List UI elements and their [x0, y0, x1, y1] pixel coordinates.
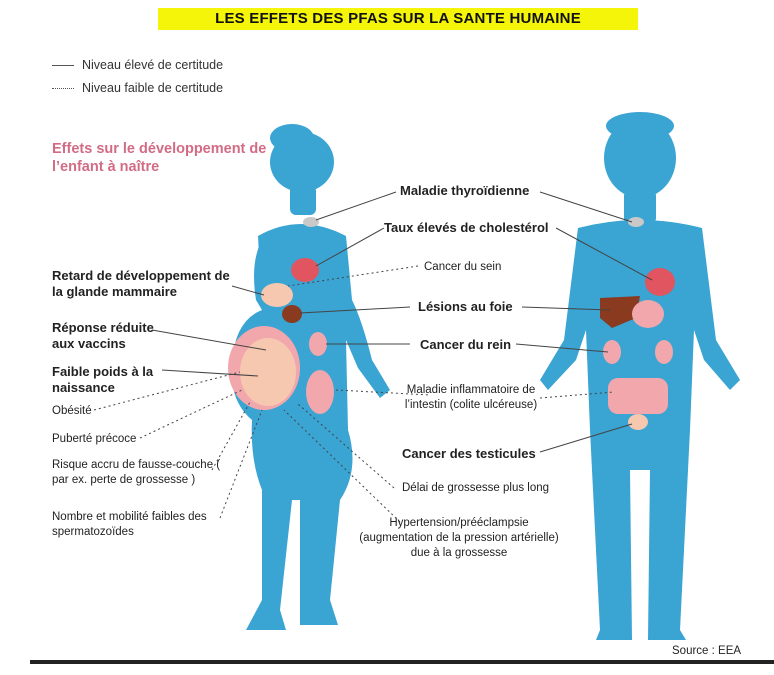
legend-low-label: Niveau faible de certitude — [82, 81, 224, 95]
male-heart-icon — [645, 268, 675, 296]
label-puberty: Puberté précoce — [52, 433, 137, 445]
label-liver: Lésions au foie — [418, 299, 513, 314]
legend-high-label: Niveau élevé de certitude — [82, 58, 224, 72]
label-sperm: Nombre et mobilité faibles des spermatozoïdes — [52, 511, 207, 538]
page-title: LES EFFETS DES PFAS SUR LA SANTE HUMAINE — [158, 8, 638, 30]
label-thyroid: Maladie thyroïdienne — [400, 183, 530, 198]
label-breast-cancer: Cancer du sein — [424, 261, 502, 273]
source-credit: Source : EEA — [672, 645, 742, 657]
male-kidney-right-icon — [655, 340, 673, 364]
male-bowel-icon — [608, 378, 668, 414]
label-kidney-cancer: Cancer du rein — [420, 337, 512, 352]
label-mammary: Retard de développement de la glande mammaire — [52, 268, 230, 299]
section-title: Effets sur le développement de l’enfant à naître — [52, 141, 267, 175]
label-bowel: Maladie inflammatoire de l’intestin (colite ulcéreuse) — [404, 384, 538, 411]
label-birth-weight: Faible poids à la naissance — [52, 364, 154, 395]
female-breast-icon — [261, 283, 293, 307]
female-heart-icon — [291, 258, 319, 282]
testicles-icon — [628, 414, 648, 430]
female-bowel-icon — [306, 370, 334, 414]
label-vaccines: Réponse réduite aux vaccins — [52, 320, 154, 351]
label-pregnancy-delay: Délai de grossesse plus long — [402, 482, 550, 494]
label-testicular: Cancer des testicules — [402, 446, 536, 461]
label-hypertension: Hypertension/prééclampsie (augmentation de la pression artérielle) due à la grossesse — [359, 517, 559, 559]
male-silhouette — [540, 112, 740, 640]
label-miscarriage: Risque accru de fausse-couche ( par ex. perte de grossesse ) — [52, 459, 221, 486]
female-thyroid-icon — [303, 217, 319, 227]
label-obesity: Obésité — [52, 405, 92, 417]
label-cholesterol: Taux élevés de cholestérol — [384, 220, 549, 235]
fetus-icon — [240, 338, 296, 406]
female-kidney-icon — [309, 332, 327, 356]
female-liver-icon — [282, 305, 302, 323]
male-stomach-icon — [632, 300, 664, 328]
